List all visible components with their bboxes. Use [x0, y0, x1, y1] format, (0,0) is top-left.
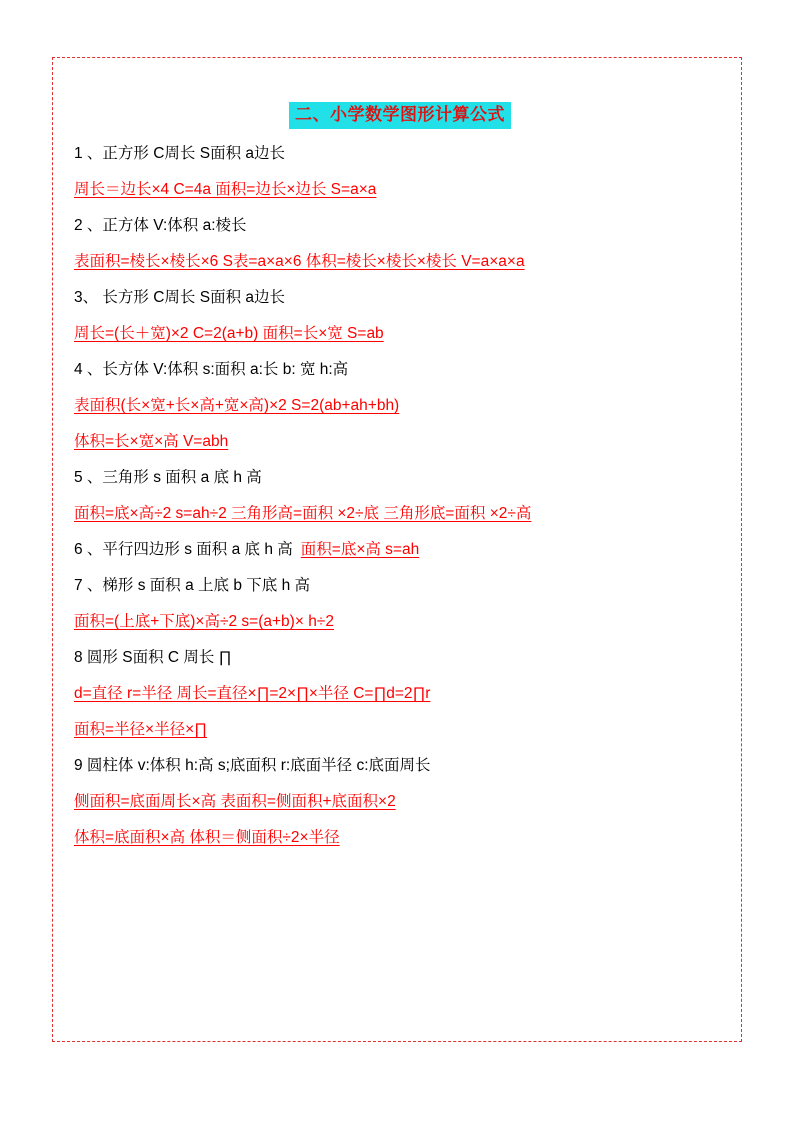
- entry-heading-7: 7 、梯形 s 面积 a 上底 b 下底 h 高: [74, 577, 310, 594]
- entry-formula-8-1: [70, 683, 730, 705]
- entry-formula-4-2: [70, 431, 730, 453]
- formula-text: 面积=(上底+下底)×高÷2 s=(a+b)× h÷2: [74, 613, 334, 630]
- formula-text: d=直径 r=半径 周长=直径×∏=2×∏×半径 C=∏d=2∏r: [74, 685, 431, 702]
- formula-text: 周长＝边长×4 C=4a 面积=边长×边长 S=a×a: [74, 181, 377, 198]
- entry-heading-text: 6 、平行四边形 s 面积 a 底 h 高: [74, 541, 293, 558]
- entry-heading-1: 1 、正方形 C周长 S面积 a边长: [74, 145, 285, 162]
- formula-text: 侧面积=底面周长×高 表面积=侧面积+底面积×2: [74, 793, 396, 810]
- entry-heading-6: [70, 539, 730, 561]
- entry-heading-8: 8 圆形 S面积 C 周长 ∏: [74, 649, 232, 666]
- formula-text: 表面积(长×宽+长×高+宽×高)×2 S=2(ab+ah+bh): [74, 397, 400, 414]
- entry-formula-9-1: [70, 791, 730, 813]
- formula-text: 面积=半径×半径×∏: [74, 721, 207, 738]
- entry-formula-2-1: [70, 251, 730, 273]
- formula-text: 体积=长×宽×高 V=abh: [74, 433, 229, 450]
- entry-formula-4-1: [70, 395, 730, 417]
- entry-heading-2: 2 、正方体 V:体积 a:棱长: [74, 217, 247, 234]
- entry-formula-3-1: [70, 323, 730, 345]
- formula-text: 周长=(长＋宽)×2 C=2(a+b) 面积=长×宽 S=ab: [74, 325, 384, 342]
- entry-formula-9-2: [70, 827, 730, 849]
- formula-text: 面积=底×高÷2 s=ah÷2 三角形高=面积 ×2÷底 三角形底=面积 ×2÷高: [74, 505, 532, 522]
- entry-formula-5-1: [70, 503, 730, 525]
- entry-formula-8-2: [70, 719, 730, 741]
- entry-heading-3: 3、 长方形 C周长 S面积 a边长: [74, 289, 285, 306]
- document-title-row: [70, 102, 730, 129]
- document-content: [70, 84, 730, 863]
- entry-heading-5: 5 、三角形 s 面积 a 底 h 高: [74, 469, 262, 486]
- entry-formula-7-1: [70, 611, 730, 633]
- entry-heading-4: 4 、长方体 V:体积 s:面积 a:长 b: 宽 h:高: [74, 361, 349, 378]
- entry-inline-formula-6: 面积=底×高 s=ah: [300, 541, 420, 558]
- formula-text: 表面积=棱长×棱长×6 S表=a×a×6 体积=棱长×棱长×棱长 V=a×a×a: [74, 253, 525, 270]
- entry-heading-9: 9 圆柱体 v:体积 h:高 s;底面积 r:底面半径 c:底面周长: [74, 757, 431, 774]
- formula-text: 体积=底面积×高 体积＝侧面积÷2×半径: [74, 829, 340, 846]
- entry-formula-1-1: [70, 179, 730, 201]
- page-title: 二、小学数学图形计算公式: [289, 102, 511, 129]
